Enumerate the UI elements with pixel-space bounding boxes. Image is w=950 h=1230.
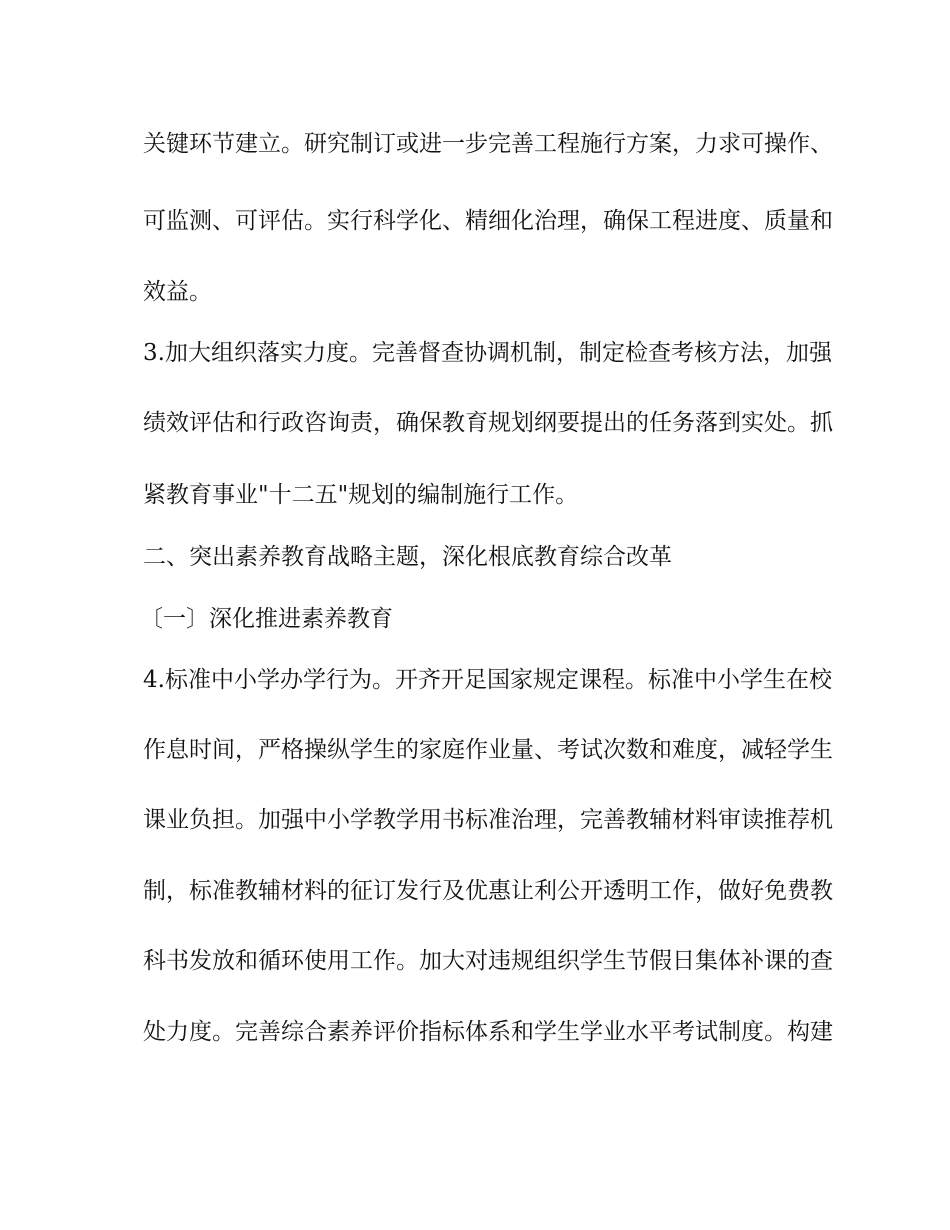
paragraph-line-7: 4.标准中小学办学行为。开齐开足国家规定课程。标准中小学生在校 [143,667,832,693]
paragraph-line-3: 效益。 [143,279,212,305]
paragraph-line-11: 科书发放和循环使用工作。加大对违规组织学生节假日集体补课的查 [143,948,833,974]
paragraph-line-6: 紧教育事业"十二五"规划的编制施行工作。 [143,482,579,508]
section-heading: 二、突出素养教育战略主题，深化根底教育综合改革 [143,544,672,570]
paragraph-line-12: 处力度。完善综合素养评价指标体系和学生学业水平考试制度。构建 [143,1019,833,1045]
paragraph-line-2: 可监测、可评估。实行科学化、精细化治理，确保工程进度、质量和 [143,208,833,234]
paragraph-line-4: 3.加大组织落实力度。完善督查协调机制，制定检查考核方法，加强 [143,340,832,366]
subsection-heading: 〔一〕深化推进素养教育 [140,606,393,632]
paragraph-line-5: 绩效评估和行政咨询责，确保教育规划纲要提出的任务落到实处。抓 [143,410,833,436]
paragraph-line-8: 作息时间，严格操纵学生的家庭作业量、考试次数和难度，减轻学生 [143,737,833,763]
paragraph-line-1: 关键环节建立。研究制订或进一步完善工程施行方案，力求可操作、 [143,131,833,157]
paragraph-line-10: 制，标准教辅材料的征订发行及优惠让利公开透明工作，做好免费教 [143,878,833,904]
paragraph-line-9: 课业负担。加强中小学教学用书标准治理，完善教辅材料审读推荐机 [143,807,833,833]
